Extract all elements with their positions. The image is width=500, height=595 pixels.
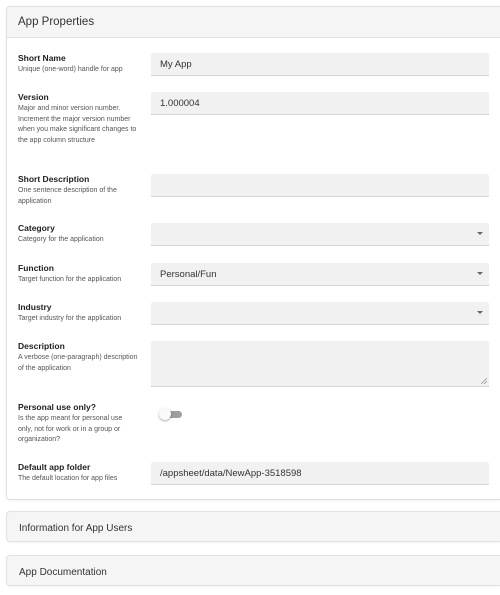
app-properties-panel [6,6,500,500]
toggle-knob [159,408,171,420]
short-name-input[interactable]: My App [151,53,489,76]
description-row [18,341,490,391]
short-name-desc: Unique (one-word) handle for app [18,66,123,73]
short-description-row [18,174,490,206]
industry-row [18,302,490,330]
description-label: Description [18,341,65,351]
version-input[interactable]: 1.000004 [151,92,489,115]
function-label: Function [18,263,54,273]
default-folder-desc: The default location for app files [18,475,118,482]
personal-use-row [18,402,490,446]
function-row [18,263,490,291]
industry-label: Industry [18,302,52,312]
description-textarea[interactable] [151,341,489,387]
section-info-for-app-users[interactable]: Information for App Users [6,511,500,542]
industry-desc: Target industry for the application [18,315,122,322]
short-name-row [18,53,490,83]
category-select[interactable] [151,223,489,246]
chevron-down-icon [477,272,483,275]
chevron-down-icon [477,311,483,314]
chevron-down-icon [477,232,483,235]
panel-title[interactable]: App Properties [7,7,500,38]
function-desc: Target function for the application [18,276,122,283]
short-name-label: Short Name [18,53,66,63]
short-description-label: Short Description [18,174,90,184]
personal-use-toggle[interactable] [159,409,185,419]
personal-use-desc: Is the app meant for personal use only, not for work or in a group or organization? [18,415,123,443]
function-select[interactable] [151,263,489,286]
industry-select[interactable] [151,302,489,325]
version-desc: Major and minor version number. Increment the major version number when you make significant changes to the app column structure [18,105,137,144]
resize-handle-icon[interactable] [481,378,487,384]
default-folder-row [18,462,490,490]
default-folder-label: Default app folder [18,462,91,472]
default-folder-input[interactable]: /appsheet/data/NewApp-3518598 [151,462,489,485]
short-description-desc: One sentence description of the application [18,187,117,205]
section-app-documentation[interactable]: App Documentation [6,555,500,586]
version-row [18,92,490,162]
short-description-input[interactable] [151,174,489,197]
category-label: Category [18,223,55,233]
category-desc: Category for the application [18,236,104,243]
personal-use-label: Personal use only? [18,402,96,412]
description-desc: A verbose (one-paragraph) description of the application [18,354,138,372]
function-value: Personal/Fun [160,269,217,280]
category-row [18,223,490,251]
version-label: Version [18,92,49,102]
